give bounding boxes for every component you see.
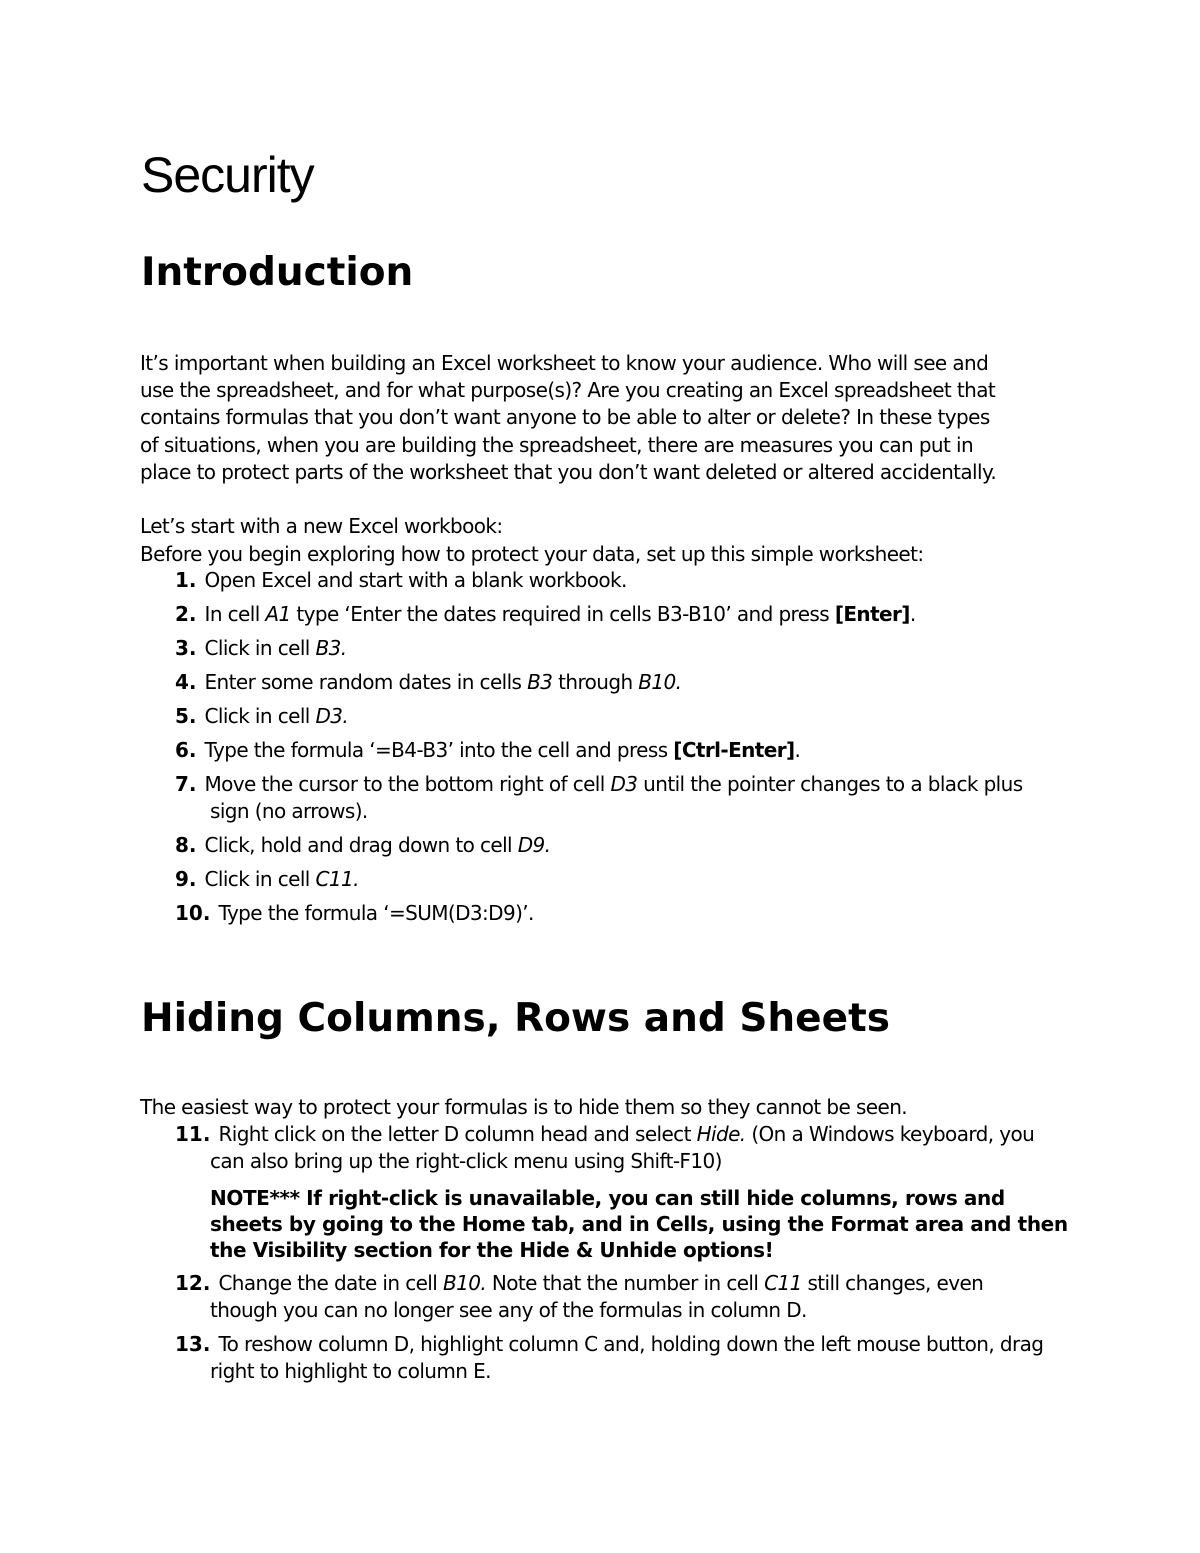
step-number: 11. — [175, 1122, 211, 1146]
cell-reference: D9. — [517, 833, 551, 857]
step-number: 10. — [175, 901, 211, 925]
note-line: sheets by going to the Home tab, and in Cells, using the Format area and then — [210, 1212, 1068, 1236]
hiding-steps-list — [175, 1121, 1075, 1392]
step-text: Click in cell — [204, 636, 316, 660]
cell-reference: B10. — [638, 670, 682, 694]
heading-hiding: Hiding Columns, Rows and Sheets — [141, 996, 890, 1041]
step-text: type ‘Enter the dates required in cells B3-B10’ and press — [290, 602, 835, 626]
list-item — [175, 1331, 1075, 1385]
step-text: Type the formula ‘=B4-B3’ into the cell and press — [204, 738, 674, 762]
step-text: Click in cell — [204, 704, 316, 728]
intro-line: contains formulas that you don’t want anyone to be able to alter or delete? In these types — [140, 405, 990, 430]
heading-introduction: Introduction — [141, 250, 414, 295]
intro-line: It’s important when building an Excel worksheet to know your audience. Who will see and — [140, 351, 989, 375]
step-number: 5. — [175, 704, 197, 728]
key-label: [Enter] — [834, 602, 910, 626]
document-title: Security — [141, 147, 314, 203]
list-item — [175, 1121, 1075, 1263]
intro-line: use the spreadsheet, and for what purpose(s)? Are you creating an Excel spreadsheet that — [140, 378, 996, 403]
list-item — [175, 832, 1075, 859]
step-text: until the pointer changes to a black plus — [637, 772, 1023, 796]
note-callout — [210, 1185, 1080, 1263]
list-item — [175, 866, 1075, 893]
step-text: (On a Windows keyboard, you — [745, 1122, 1035, 1146]
menu-option: Hide. — [696, 1122, 746, 1146]
step-text: Click, hold and drag down to cell — [204, 833, 518, 857]
step-text-continued: sign (no arrows). — [210, 799, 368, 823]
step-number: 2. — [175, 602, 197, 626]
list-item — [175, 900, 1075, 927]
step-number: 1. — [175, 568, 197, 592]
intro-line: place to protect parts of the worksheet that you don’t want deleted or altered accidentally. — [140, 459, 997, 484]
step-text: Enter some random dates in cells — [204, 670, 528, 694]
before-paragraph: Before you begin exploring how to protect your data, set up this simple worksheet: — [140, 542, 924, 566]
list-item — [175, 1270, 1075, 1324]
step-text-continued: can also bring up the right-click menu using Shift-F10) — [210, 1149, 722, 1173]
step-text: Open Excel and start with a blank workbook. — [204, 568, 627, 592]
step-text: Click in cell — [204, 867, 316, 891]
step-number: 7. — [175, 772, 197, 796]
hiding-intro-paragraph: The easiest way to protect your formulas is to hide them so they cannot be seen. — [140, 1095, 908, 1119]
step-text: Change the date in cell — [218, 1271, 443, 1295]
setup-steps-list — [175, 567, 1075, 934]
step-text: Move the cursor to the bottom right of cell — [204, 772, 611, 796]
step-text: Right click on the letter D column head and select — [218, 1122, 697, 1146]
list-item — [175, 703, 1075, 730]
step-number: 6. — [175, 738, 197, 762]
cell-reference: B3 — [527, 670, 553, 694]
cell-reference: C11. — [315, 867, 359, 891]
step-number: 9. — [175, 867, 197, 891]
list-item — [175, 669, 1075, 696]
key-label: [Ctrl-Enter] — [673, 738, 795, 762]
list-item — [175, 635, 1075, 662]
list-item — [175, 771, 1075, 825]
step-text: . — [794, 738, 801, 762]
intro-paragraph — [140, 350, 1070, 486]
step-number: 3. — [175, 636, 197, 660]
intro-line: of situations, when you are building the spreadsheet, there are measures you can put in — [140, 432, 974, 457]
cell-reference: B3. — [315, 636, 347, 660]
list-item — [175, 601, 1075, 628]
cell-reference: C11 — [764, 1271, 802, 1295]
step-text-continued: right to highlight to column E. — [210, 1359, 491, 1383]
step-text: Note that the number in cell — [486, 1271, 765, 1295]
cell-reference: D3. — [315, 704, 349, 728]
step-text: In cell — [204, 602, 266, 626]
cell-reference: D3 — [610, 772, 638, 796]
cell-reference: B10. — [442, 1271, 487, 1295]
step-text: To reshow column D, highlight column C and, holding down the left mouse button, drag — [218, 1332, 1044, 1356]
list-item — [175, 737, 1075, 764]
step-number: 12. — [175, 1271, 211, 1295]
step-text: still changes, even — [801, 1271, 984, 1295]
step-number: 4. — [175, 670, 197, 694]
list-item — [175, 567, 1075, 594]
cell-reference: A1 — [265, 602, 291, 626]
note-line: the Visibility section for the Hide & Unhide options! — [210, 1238, 774, 1262]
note-line: NOTE*** If right-click is unavailable, you can still hide columns, rows and — [210, 1186, 1005, 1210]
step-number: 8. — [175, 833, 197, 857]
step-text-continued: though you can no longer see any of the formulas in column D. — [210, 1298, 807, 1322]
start-paragraph: Let’s start with a new Excel workbook: — [140, 514, 503, 538]
step-number: 13. — [175, 1332, 211, 1356]
step-text: Type the formula ‘=SUM(D3:D9)’. — [218, 901, 534, 925]
step-text: through — [552, 670, 639, 694]
step-text: . — [909, 602, 916, 626]
